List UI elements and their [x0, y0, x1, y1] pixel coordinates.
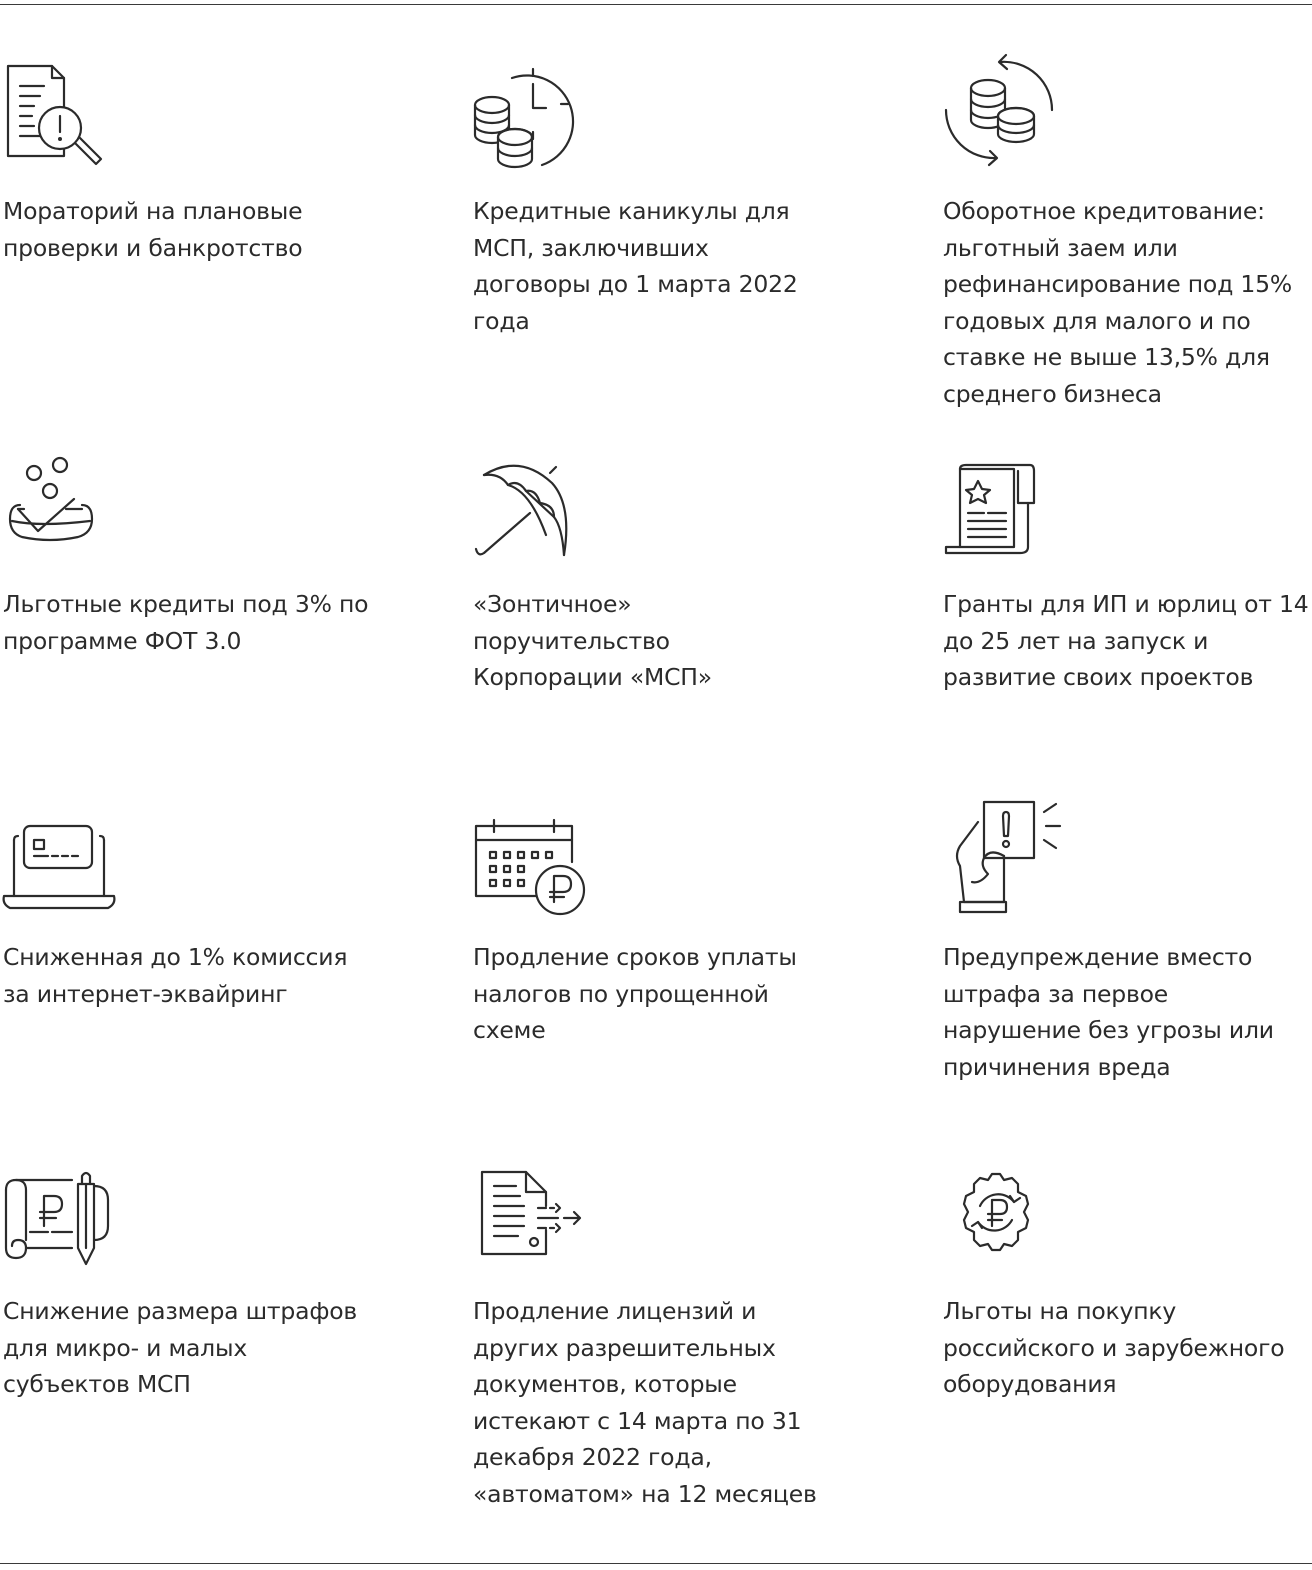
wallet-coins-icon: [0, 443, 120, 563]
coins-refresh-icon: [940, 50, 1060, 170]
measure-card-umbrella-guarantee: [470, 443, 850, 691]
measure-card-moratorium: [0, 50, 380, 262]
measure-card-fine-reduction: [0, 1150, 380, 1398]
measure-text: Оборотное кредитование: льготный заем или рефинансирование под 15% годовых для малого и по ставке не выше 13,5% для среднего бизнеса: [943, 197, 1293, 408]
measure-text: Предупреждение вместо штрафа за первое нарушение без угрозы или причинения вреда: [943, 943, 1274, 1081]
measure-card-equipment: [940, 1150, 1312, 1398]
measure-card-working-capital: [940, 50, 1312, 408]
coins-clock-icon: [470, 50, 590, 170]
measure-text: Льготы на покупку российского и зарубежного оборудования: [943, 1297, 1285, 1398]
measure-card-warning-instead-of-fine: [940, 796, 1312, 1081]
measure-text: Снижение размера штрафов для микро- и малых субъектов МСП: [3, 1297, 358, 1398]
document-warning-search-icon: [0, 50, 120, 170]
measure-text: Льготные кредиты под 3% по программе ФОТ 3.0: [3, 590, 369, 655]
measure-text: Продление сроков уплаты налогов по упрощенной схеме: [473, 943, 797, 1044]
measure-card-preferential-loans: [0, 443, 380, 655]
measure-card-tax-deferral: [470, 796, 850, 1044]
umbrella-icon: [470, 443, 590, 563]
measure-text: Мораторий на плановые проверки и банкротство: [3, 197, 303, 262]
measure-card-grants: [940, 443, 1312, 691]
measure-text: Гранты для ИП и юрлиц от 14 до 25 лет на запуск и развитие своих проектов: [943, 590, 1309, 691]
measure-card-license-extension: [470, 1150, 850, 1508]
gear-ruble-icon: [940, 1150, 1060, 1270]
measure-text: Продление лицензий и других разрешительных документов, которые истекают с 14 марта по 31 декабря 2022 года, «автоматом» на 12 месяцев: [473, 1297, 817, 1508]
measure-text: «Зонтичное» поручительство Корпорации «МСП»: [473, 590, 712, 691]
laptop-card-icon: [0, 796, 120, 916]
document-arrows-icon: [470, 1150, 590, 1270]
certificate-scroll-icon: [940, 443, 1060, 563]
bottom-divider: [0, 1563, 1312, 1564]
top-divider: [0, 4, 1312, 5]
measure-card-credit-holidays: [470, 50, 850, 335]
measure-text: Сниженная до 1% комиссия за интернет-эквайринг: [3, 943, 348, 1008]
measure-text: Кредитные каникулы для МСП, заключивших договоры до 1 марта 2022 года: [473, 197, 798, 335]
ruble-scroll-pen-icon: [0, 1150, 120, 1270]
hand-warning-card-icon: [940, 796, 1060, 916]
measure-card-acquiring: [0, 796, 380, 1008]
calendar-ruble-icon: [470, 796, 590, 916]
